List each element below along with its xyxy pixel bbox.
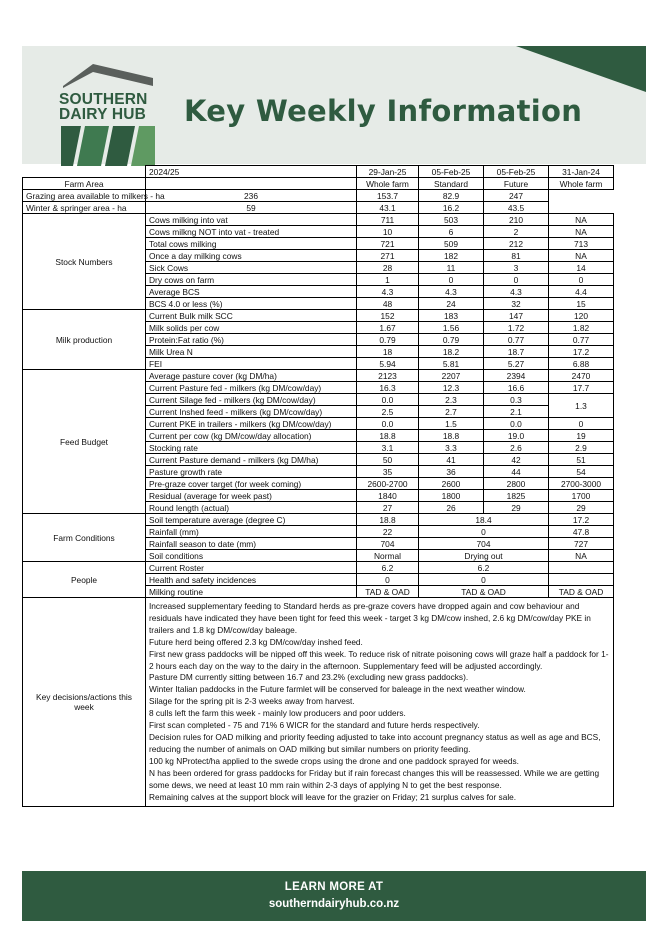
row-value: 2.5: [357, 406, 419, 418]
row-value: 3: [484, 262, 549, 274]
row-value: 41: [419, 454, 484, 466]
row-value: 152: [357, 310, 419, 322]
subheader-3: Future: [484, 178, 549, 190]
table-row: [23, 310, 614, 322]
row-label: Rainfall (mm): [146, 526, 357, 538]
decision-note: Decision rules for OAD milking and priority feeding adjusted to take into account pregnancy status as well as age and BCS, reducing the number of animals on OAD milking but similar numbers on priority feeding.: [149, 731, 601, 754]
season-cell: 2024/25: [146, 166, 357, 178]
row-value: TAD & OAD: [549, 586, 614, 598]
row-value: 18: [357, 346, 419, 358]
row-label: Current Bulk milk SCC: [146, 310, 357, 322]
row-value: 0.77: [484, 334, 549, 346]
row-label: Once a day milking cows: [146, 250, 357, 262]
row-value-merged: Drying out: [419, 550, 549, 562]
header-banner: [22, 46, 646, 164]
row-value: 1.72: [484, 322, 549, 334]
row-value: NA: [549, 250, 614, 262]
decision-note: Remaining calves at the support block will leave for the grazier on Friday; 21 surplus calves for sale.: [149, 791, 517, 802]
row-value: 210: [484, 214, 549, 226]
row-value: 212: [484, 238, 549, 250]
decision-note: First scan completed - 75 and 71% 6 WICR for the standard and future herds respectively.: [149, 720, 480, 731]
row-value: 18.7: [484, 346, 549, 358]
row-value-merged: 1.3: [549, 394, 614, 418]
row-value: 271: [357, 250, 419, 262]
decision-note: Winter Italian paddocks in the Future farmlet will be conserved for baleage in the next weather window.: [149, 684, 526, 695]
row-value: 19.0: [484, 430, 549, 442]
decision-note: Future herd being offered 2.3 kg DM/cow/day inshed feed.: [149, 636, 363, 647]
stock-rows: [23, 214, 614, 310]
row-value: 18.2: [419, 346, 484, 358]
row-value: 2600: [419, 478, 484, 490]
footer-banner: [22, 871, 646, 921]
row-value: 182: [419, 250, 484, 262]
row-value: 0.0: [484, 418, 549, 430]
row-value: 10: [357, 226, 419, 238]
row-value: 51: [549, 454, 614, 466]
feed-rows: [23, 370, 614, 514]
row-value: 0: [419, 274, 484, 286]
row-value: 14: [549, 262, 614, 274]
row-value: 35: [357, 466, 419, 478]
subheader-1: Whole farm: [357, 178, 419, 190]
row-label: Average BCS: [146, 286, 357, 298]
row-value: Normal: [357, 550, 419, 562]
category-milk-production: Milk production: [23, 310, 146, 370]
row-value: 247: [484, 190, 549, 202]
blank-cell: [146, 178, 357, 190]
row-value: 26: [419, 502, 484, 514]
row-label: Total cows milking: [146, 238, 357, 250]
row-value: 54: [549, 466, 614, 478]
row-label: Stocking rate: [146, 442, 357, 454]
table-subheader-row: [23, 178, 614, 190]
row-value: 2.1: [484, 406, 549, 418]
footer-cta: LEARN MORE AT: [284, 881, 384, 893]
row-value: 2.6: [484, 442, 549, 454]
decision-note: First new grass paddocks will be nipped off this week. To reduce risk of nitrate poisoning cows will graze half a paddock for 1-2 hours each day on the way to the dairy in the afternoon. Supplementary feed will be adjusted accordingly.: [149, 648, 609, 671]
row-value: 2800: [484, 478, 549, 490]
row-value: 4.4: [549, 286, 614, 298]
notes-row: [23, 598, 614, 807]
decision-note: N has been ordered for grass paddocks for Friday but if rain forecast changes this will be reassessed. While we are getting some dews, we need at least 10 mm rain within 2-3 days of applying N to get the best response.: [149, 767, 600, 790]
category-feed-budget: Feed Budget: [23, 370, 146, 514]
row-value: 2.9: [549, 442, 614, 454]
footer-website-link[interactable]: southerndairyhub.co.nz: [268, 898, 400, 910]
row-value: 43.1: [357, 202, 419, 214]
row-value: 0: [549, 418, 614, 430]
row-label: Milk Urea N: [146, 346, 357, 358]
row-value: 27: [357, 502, 419, 514]
row-label: Current Roster: [146, 562, 357, 574]
decision-note: 100 kg NProtect/ha applied to the swede crops using the drone and one paddock sprayed for weeds.: [149, 755, 519, 766]
brand-line-2: DAIRY HUB: [59, 106, 147, 123]
row-value: 48: [357, 298, 419, 310]
row-value: 1: [357, 274, 419, 286]
brand-line-1: SOUTHERN: [59, 91, 148, 108]
row-value: 11: [419, 262, 484, 274]
row-value: 32: [484, 298, 549, 310]
table-row: [23, 514, 614, 526]
row-value: 2600-2700: [357, 478, 419, 490]
subheader-2: Standard: [419, 178, 484, 190]
decision-note: 8 culls left the farm this week - mainly low producers and poor udders.: [149, 708, 406, 719]
row-label: Dry cows on farm: [146, 274, 357, 286]
row-value: 16.2: [419, 202, 484, 214]
row-value: 6.88: [549, 358, 614, 370]
corner-accent: [516, 46, 646, 92]
decision-note: Pasture DM currently sitting between 16.7 and 23.2% (excluding new grass paddocks).: [149, 672, 469, 683]
row-value: 2207: [419, 370, 484, 382]
row-label: Health and safety incidences: [146, 574, 357, 586]
conditions-rows: [23, 514, 614, 562]
row-label: Average pasture cover (kg DM/ha): [146, 370, 357, 382]
row-label: Round length (actual): [146, 502, 357, 514]
row-value: 18.8: [357, 514, 419, 526]
row-value-merged: 0: [419, 526, 549, 538]
row-value: 0: [484, 274, 549, 286]
row-label: Grazing area available to milkers - ha: [23, 190, 146, 202]
row-label: Soil conditions: [146, 550, 357, 562]
row-value: 0: [549, 274, 614, 286]
row-value: 0.77: [549, 334, 614, 346]
row-value: 5.94: [357, 358, 419, 370]
row-label: Current per cow (kg DM/cow/day allocation): [146, 430, 357, 442]
row-value: NA: [549, 214, 614, 226]
row-value: 1700: [549, 490, 614, 502]
category-people: People: [23, 562, 146, 598]
row-value: 0.79: [419, 334, 484, 346]
table-header-row: [23, 166, 614, 178]
row-value: 0.0: [357, 394, 419, 406]
row-label: Current PKE in trailers - milkers (kg DM/cow/day): [146, 418, 357, 430]
row-value: 0.79: [357, 334, 419, 346]
row-label: Rainfall season to date (mm): [146, 538, 357, 550]
row-value: 2394: [484, 370, 549, 382]
row-value: 43.5: [484, 202, 549, 214]
row-value-merged: 704: [419, 538, 549, 550]
decisions-notes: [146, 598, 614, 807]
row-value: 24: [419, 298, 484, 310]
row-value: 509: [419, 238, 484, 250]
subheader-4: Whole farm: [549, 178, 614, 190]
row-value: 2470: [549, 370, 614, 382]
roof-icon: [63, 64, 153, 88]
row-value: 147: [484, 310, 549, 322]
row-value: 120: [549, 310, 614, 322]
row-value: 727: [549, 538, 614, 550]
row-value: 44: [484, 466, 549, 478]
row-value: 2: [484, 226, 549, 238]
row-label: Winter & springer area - ha: [23, 202, 146, 214]
col-date-3: 05-Feb-25: [484, 166, 549, 178]
row-label: BCS 4.0 or less (%): [146, 298, 357, 310]
row-label: Pasture growth rate: [146, 466, 357, 478]
key-info-table: [22, 165, 614, 807]
row-value-merged: 0: [419, 574, 549, 586]
row-value: 2123: [357, 370, 419, 382]
row-label: Current Inshed feed - milkers (kg DM/cow/day): [146, 406, 357, 418]
row-value: 22: [357, 526, 419, 538]
category-decisions: Key decisions/actions this week: [23, 598, 146, 807]
row-value: 5.81: [419, 358, 484, 370]
table-row: [23, 370, 614, 382]
row-value: 1800: [419, 490, 484, 502]
row-label: Residual (average for week past): [146, 490, 357, 502]
row-value: 1.5: [419, 418, 484, 430]
row-label: FEI: [146, 358, 357, 370]
row-value: 1825: [484, 490, 549, 502]
row-value: 17.2: [549, 514, 614, 526]
row-value: 16.6: [484, 382, 549, 394]
brand-logo: [59, 64, 159, 164]
row-value: 0.3: [484, 394, 549, 406]
row-label: Milk solids per cow: [146, 322, 357, 334]
table-row: [23, 562, 614, 574]
table-row: [23, 214, 614, 226]
row-label: Pre-graze cover target (for week coming): [146, 478, 357, 490]
row-value: [549, 574, 614, 586]
category-farm-area: Farm Area: [23, 178, 146, 190]
row-label: Sick Cows: [146, 262, 357, 274]
row-value: [549, 562, 614, 574]
row-value: 2700-3000: [549, 478, 614, 490]
row-value: 183: [419, 310, 484, 322]
row-value: 704: [357, 538, 419, 550]
row-value-merged: 18.4: [419, 514, 549, 526]
row-value: 236: [146, 190, 357, 202]
row-value: 721: [357, 238, 419, 250]
row-value: 6.2: [357, 562, 419, 574]
table-row: [23, 202, 614, 214]
row-label: Cows milkng NOT into vat - treated: [146, 226, 357, 238]
row-value: 0.0: [357, 418, 419, 430]
row-label: Milking routine: [146, 586, 357, 598]
category-farm-conditions: Farm Conditions: [23, 514, 146, 562]
row-value: 1.56: [419, 322, 484, 334]
row-value: 15: [549, 298, 614, 310]
row-value: 36: [419, 466, 484, 478]
decision-note: Silage for the spring pit is 2-3 weeks away from harvest.: [149, 696, 355, 707]
blank-cell: [23, 166, 146, 178]
row-value: 0: [357, 574, 419, 586]
row-value: 50: [357, 454, 419, 466]
row-value: 6: [419, 226, 484, 238]
row-value: 19: [549, 430, 614, 442]
row-value: 1.82: [549, 322, 614, 334]
row-value: 47.8: [549, 526, 614, 538]
decision-note: Increased supplementary feeding to Standard herds as pre-graze covers have dropped again and cow behaviour and residuals have indicated they have been tight for feed this week - target 3 kg DM/cow inshed, 2.6 kg DM/cow/day PKE in trailers and 1.8 kg DM/cow/day baleage.: [149, 601, 591, 635]
row-value: 81: [484, 250, 549, 262]
row-value: 18.8: [419, 430, 484, 442]
row-value: TAD & OAD: [357, 586, 419, 598]
page-title: Key Weekly Information: [184, 94, 583, 128]
milk-rows: [23, 310, 614, 370]
row-value: NA: [549, 226, 614, 238]
row-label: Current Silage fed - milkers (kg DM/cow/day): [146, 394, 357, 406]
row-value: 4.3: [419, 286, 484, 298]
row-value-merged: 6.2: [419, 562, 549, 574]
row-value: 4.3: [484, 286, 549, 298]
row-value: 82.9: [419, 190, 484, 202]
row-value: NA: [549, 550, 614, 562]
category-stock-numbers: Stock Numbers: [23, 214, 146, 310]
row-value: 1840: [357, 490, 419, 502]
row-value: 5.27: [484, 358, 549, 370]
row-label: Current Pasture fed - milkers (kg DM/cow/day): [146, 382, 357, 394]
fields-icon: [61, 126, 155, 166]
row-value: 17.2: [549, 346, 614, 358]
row-label: Cows milking into vat: [146, 214, 357, 226]
farm-area-rows: [23, 190, 614, 214]
row-label: Current Pasture demand - milkers (kg DM/ha): [146, 454, 357, 466]
row-value: 59: [146, 202, 357, 214]
row-value: 4.3: [357, 286, 419, 298]
row-value: 153.7: [357, 190, 419, 202]
row-value-merged: TAD & OAD: [419, 586, 549, 598]
row-value: 711: [357, 214, 419, 226]
col-date-4: 31-Jan-24: [549, 166, 614, 178]
row-value: 2.3: [419, 394, 484, 406]
row-value: 1.67: [357, 322, 419, 334]
people-rows: [23, 562, 614, 598]
row-value: 12.3: [419, 382, 484, 394]
row-value: 16.3: [357, 382, 419, 394]
table-row: [23, 190, 614, 202]
row-label: Protein:Fat ratio (%): [146, 334, 357, 346]
row-value: 2.7: [419, 406, 484, 418]
col-date-2: 05-Feb-25: [419, 166, 484, 178]
row-value: 18.8: [357, 430, 419, 442]
col-date-1: 29-Jan-25: [357, 166, 419, 178]
row-value: 28: [357, 262, 419, 274]
row-value: 17.7: [549, 382, 614, 394]
row-label: Soil temperature average (degree C): [146, 514, 357, 526]
row-value: 713: [549, 238, 614, 250]
row-value: 3.1: [357, 442, 419, 454]
row-value: 29: [549, 502, 614, 514]
row-value: 503: [419, 214, 484, 226]
row-value: 29: [484, 502, 549, 514]
row-value: 3.3: [419, 442, 484, 454]
row-value: 42: [484, 454, 549, 466]
